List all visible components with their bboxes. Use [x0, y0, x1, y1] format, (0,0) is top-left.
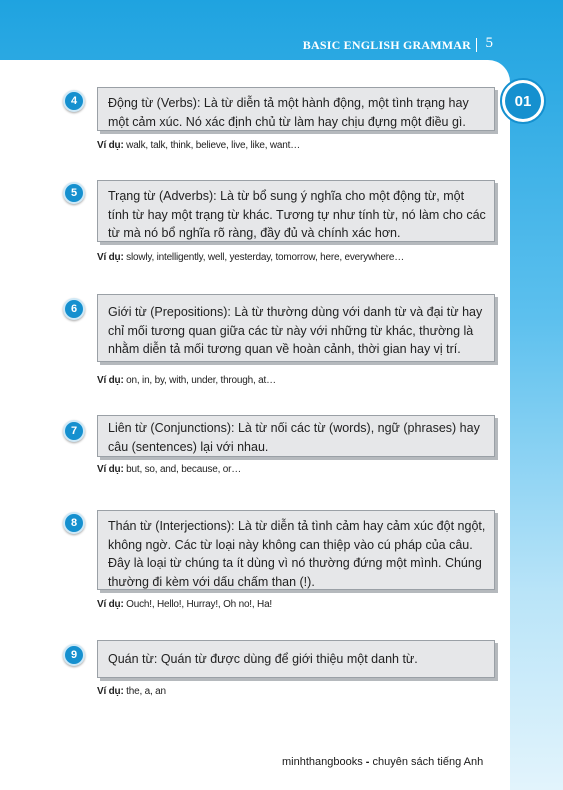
- definition-box: Động từ (Verbs): Là từ diễn tả một hành động, một tình trạng hay một cảm xúc. Nó xác định chủ từ làm hay chịu đựng một điều gì.: [97, 87, 495, 131]
- header-separator: [476, 38, 477, 52]
- definition-box: Liên từ (Conjunctions): Là từ nối các từ (words), ngữ (phrases) hay câu (sentences) lại với nhau.: [97, 415, 495, 457]
- example-label: Ví dụ:: [97, 375, 124, 386]
- item-number-badge: 9: [63, 644, 85, 666]
- footer-tagline: chuyên sách tiếng Anh: [372, 756, 484, 768]
- example-label: Ví dụ:: [97, 464, 124, 475]
- item-number-badge: 8: [63, 512, 85, 534]
- footer-separator: -: [365, 756, 370, 768]
- book-title: BASIC ENGLISH GRAMMAR: [302, 38, 471, 52]
- example-text: on, in, by, with, under, through, at…: [126, 375, 276, 386]
- example-label: Ví dụ:: [97, 686, 124, 697]
- example-text: the, a, an: [126, 686, 166, 697]
- example-label: Ví dụ:: [97, 252, 124, 263]
- chapter-number: 01: [505, 83, 541, 119]
- example-text: slowly, intelligently, well, yesterday, tomorrow, here, everywhere…: [126, 252, 404, 263]
- example-line: [97, 375, 276, 386]
- example-label: Ví dụ:: [97, 140, 124, 151]
- header-strip: [0, 0, 563, 62]
- definition-box: Trạng từ (Adverbs): Là từ bổ sung ý nghĩa cho một động từ, một tính từ hay một trạng từ khác. Tương tự như tính từ, nó làm cho các từ mà nó bổ nghĩa rõ ràng, đầy đủ và chính xác hơn.: [97, 180, 495, 242]
- example-line: [97, 252, 404, 263]
- example-line: [97, 464, 241, 475]
- example-line: [97, 140, 300, 151]
- example-text: walk, talk, think, believe, live, like, want…: [126, 140, 301, 151]
- page-number: 5: [485, 35, 493, 51]
- item-number-badge: 7: [63, 420, 85, 442]
- example-line: [97, 599, 272, 610]
- definition-box: Giới từ (Prepositions): Là từ thường dùng với danh từ và đại từ hay chỉ mối tương quan giữa các từ này với những từ khác, thường là nhằm diễn tả mối tương quan về hoàn cảnh, thời gian hay vị trí.: [97, 294, 495, 362]
- definition-box: Quán từ: Quán từ được dùng để giới thiệu một danh từ.: [97, 640, 495, 678]
- footer: [282, 756, 483, 768]
- item-number-badge: 5: [63, 182, 85, 204]
- item-number-badge: 4: [63, 90, 85, 112]
- chapter-badge: [500, 78, 546, 124]
- example-text: but, so, and, because, or…: [126, 464, 242, 475]
- example-text: Ouch!, Hello!, Hurray!, Oh no!, Ha!: [126, 599, 273, 610]
- footer-brand: minhthangbooks: [282, 756, 363, 768]
- item-number-badge: 6: [63, 298, 85, 320]
- example-line: [97, 686, 166, 697]
- definition-box: Thán từ (Interjections): Là từ diễn tả tình cảm hay cảm xúc đột ngột, không ngờ. Các từ loại này không can thiệp vào cú pháp của câu. Đây là loại từ chúng ta ít dùng vì nó thường đứng một mình. Chúng thường đi kèm với dấu chấm than (!).: [97, 510, 495, 590]
- example-label: Ví dụ:: [97, 599, 124, 610]
